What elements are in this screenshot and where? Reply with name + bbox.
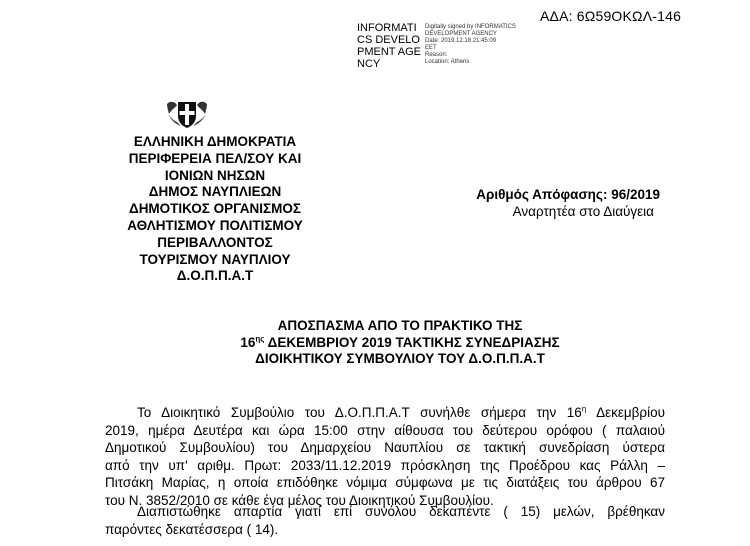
org-line: ΑΘΛΗΤΙΣΜΟΥ ΠΟΛΙΤΙΣΜΟΥ [127,217,303,233]
signature-line: Reason: [425,52,448,58]
org-line: ΙΟΝΙΩΝ ΝΗΣΩΝ [164,167,266,183]
paragraph-line: του Ν. 3852/2010 σε κάθε ένα μέλος του Διοικητικού Συμβουλίου. [105,492,494,508]
org-line: ΕΛΛΗΝΙΚΗ ΔΗΜΟΚΡΑΤΙΑ [133,134,297,149]
ada-code: ΑΔΑ: 6Ω59ΟΚΩΛ-146 [540,8,682,24]
signature-line: Date: 2019.12.18 21:45:09 [425,38,497,44]
document-title [170,318,630,368]
org-line: Δ.Ο.Π.Π.Α.Τ [176,268,254,284]
org-line: ΔΗΜΟΣ ΝΑΥΠΛΙΕΩΝ [148,184,282,200]
signature-organization: INFORMATICS DEVELOPMENT AGENCY [357,22,421,70]
meeting-paragraph [105,404,665,509]
org-line: ΠΕΡΙΒΑΛΛΟΝΤΟΣ [157,234,273,250]
title-day-suffix: ης [255,334,265,343]
signature-line: DEVELOPMENT AGENCY [425,31,497,37]
org-line: ΔΗΜΟΤΙΚΟΣ ΟΡΓΑΝΙΣΜΟΣ [128,201,302,217]
signature-line: Digitally signed by INFORMATICS [425,24,516,30]
issuing-organization [115,134,315,285]
signature-line: Location: Athens [425,59,470,65]
paragraph-line: παρόντες δεκατέσσερα ( 14). [105,521,279,537]
day-suffix: η [581,404,587,414]
title-line [170,335,630,352]
paragraph-line [105,404,665,422]
title-line: ΑΠΟΣΠΑΣΜΑ ΑΠΟ ΤΟ ΠΡΑΚΤΙΚΟ ΤΗΣ [277,318,523,333]
title-line: ΔΙΟΙΚΗΤΙΚΟΥ ΣΥΜΒΟΥΛΙΟΥ ΤΟΥ Δ.Ο.Π.Π.Α.Τ [255,351,545,366]
line-text: Δεκεμβρίου [586,405,665,420]
digital-signature-details [425,24,537,66]
line-text: Το Διοικητικό Συμβούλιο του Δ.Ο.Π.Π.Α.Τ συνήλθε σήμερα την 16 [137,405,582,420]
paragraph-line: Δημοτικού Συμβουλίου) του Δημαρχείου Ναυπλίου σε τακτική συνεδρίαση ύστερα [105,440,665,455]
decision-number: Αριθμός Απόφασης: 96/2019 [476,187,660,202]
paragraph-line: από την υπ' αριθμ. Πρωτ: 2033/11.12.2019 πρόσκληση της Προέδρου κας Ράλλη – [105,457,665,473]
paragraph-line: Πιτσάκη Μαρίας, η οποία επιδόθηκε νόμιμα σύμφωνα με τις διατάξεις του άρθρου 67 [105,475,665,490]
paragraph-line: Διαπιστώθηκε απαρτία γιατί επί συνόλου δεκαπέντε ( 15) μελών, βρέθηκαν [137,504,665,519]
org-line: ΤΟΥΡΙΣΜΟΥ ΝΑΥΠΛΙΟΥ [139,251,291,267]
signature-line: EET [425,45,437,51]
quorum-paragraph [105,503,665,538]
org-line: ΠΕΡΙΦΕΡΕΙΑ ΠΕΛ/ΣΟΥ ΚΑΙ [128,150,302,166]
title-date-rest: ΔΕΚΕΜΒΡΙΟΥ 2019 ΤΑΚΤΙΚΗΣ ΣΥΝΕΔΡΙΑΣΗΣ [264,334,560,350]
greek-coat-of-arms-icon [165,98,209,130]
paragraph-line: 2019, ημέρα Δευτέρα και ώρα 15:00 στην αίθουσα του δεύτερου ορόφου ( παλαιού [105,422,665,438]
decision-info [440,187,660,219]
diavgeia-posting-note: Αναρτητέα στο Διαύγεια [512,204,654,219]
title-day: 16 [240,334,256,350]
